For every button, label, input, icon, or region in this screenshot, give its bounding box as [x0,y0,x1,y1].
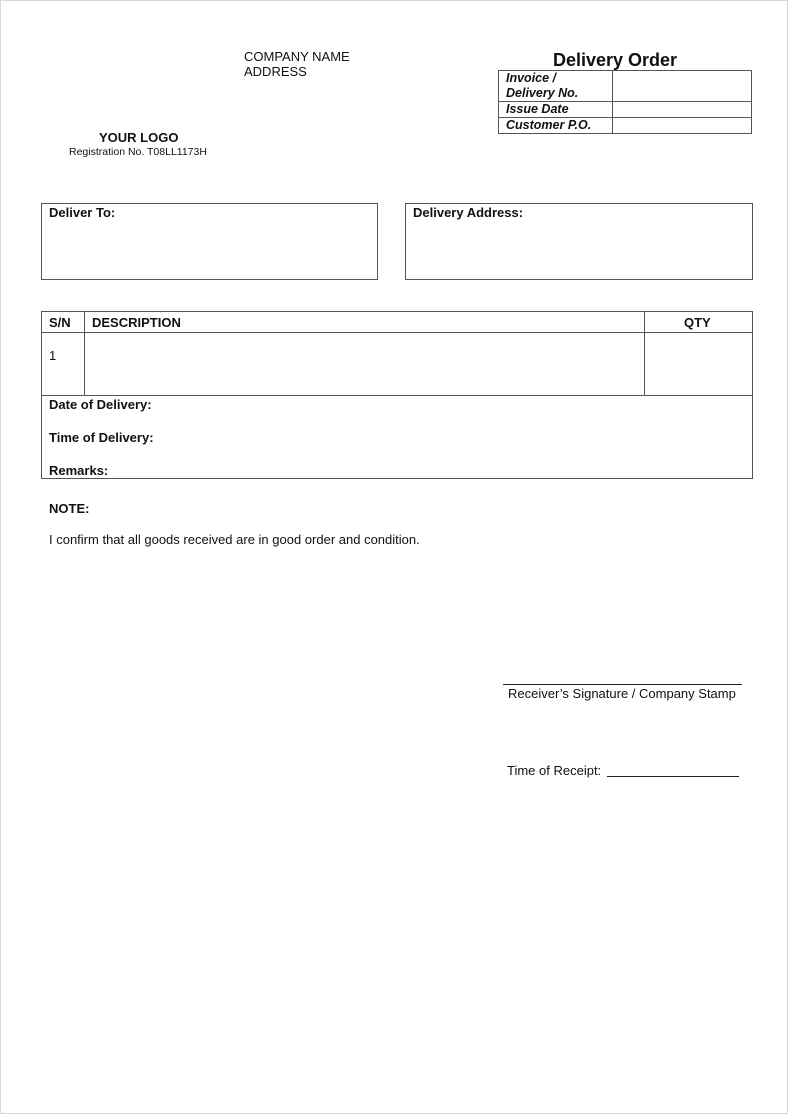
date-of-delivery-label: Date of Delivery: [49,397,152,412]
info-value[interactable] [613,102,752,118]
company-address: ADDRESS [244,64,307,79]
logo-placeholder: YOUR LOGO [99,130,179,145]
info-label: Invoice / [506,71,557,85]
order-info-table [498,70,752,134]
note-text: I confirm that all goods received are in good order and condition. [49,532,420,547]
info-label: Delivery No. [506,86,579,100]
company-name: COMPANY NAME [244,49,350,64]
time-of-receipt-label: Time of Receipt: [507,763,602,778]
note-label: NOTE: [49,501,90,516]
info-row-issue-date [499,102,752,118]
info-value[interactable] [613,118,752,134]
deliver-to-box[interactable] [41,203,378,280]
time-of-delivery-label: Time of Delivery: [49,430,154,445]
info-label: Issue Date [499,102,613,118]
items-table [41,311,753,479]
info-row-invoice [499,71,752,102]
header-qty: QTY [684,315,711,330]
time-of-receipt-line[interactable] [607,776,739,777]
remarks-label: Remarks: [49,463,109,478]
registration-number: Registration No. T08LL1173H [69,146,207,158]
info-label: Customer P.O. [499,118,613,134]
header-sn: S/N [49,315,71,330]
company-info [244,49,350,79]
info-value[interactable] [613,71,752,102]
signature-label: Receiver’s Signature / Company Stamp [508,686,736,701]
signature-line [503,684,742,685]
delivery-address-box[interactable] [405,203,753,280]
deliver-to-label: Deliver To: [49,205,116,220]
header-description: DESCRIPTION [92,315,181,330]
page-title: Delivery Order [553,50,678,70]
delivery-address-label: Delivery Address: [413,205,524,220]
row-sn: 1 [49,348,57,363]
info-row-customer-po [499,118,752,134]
